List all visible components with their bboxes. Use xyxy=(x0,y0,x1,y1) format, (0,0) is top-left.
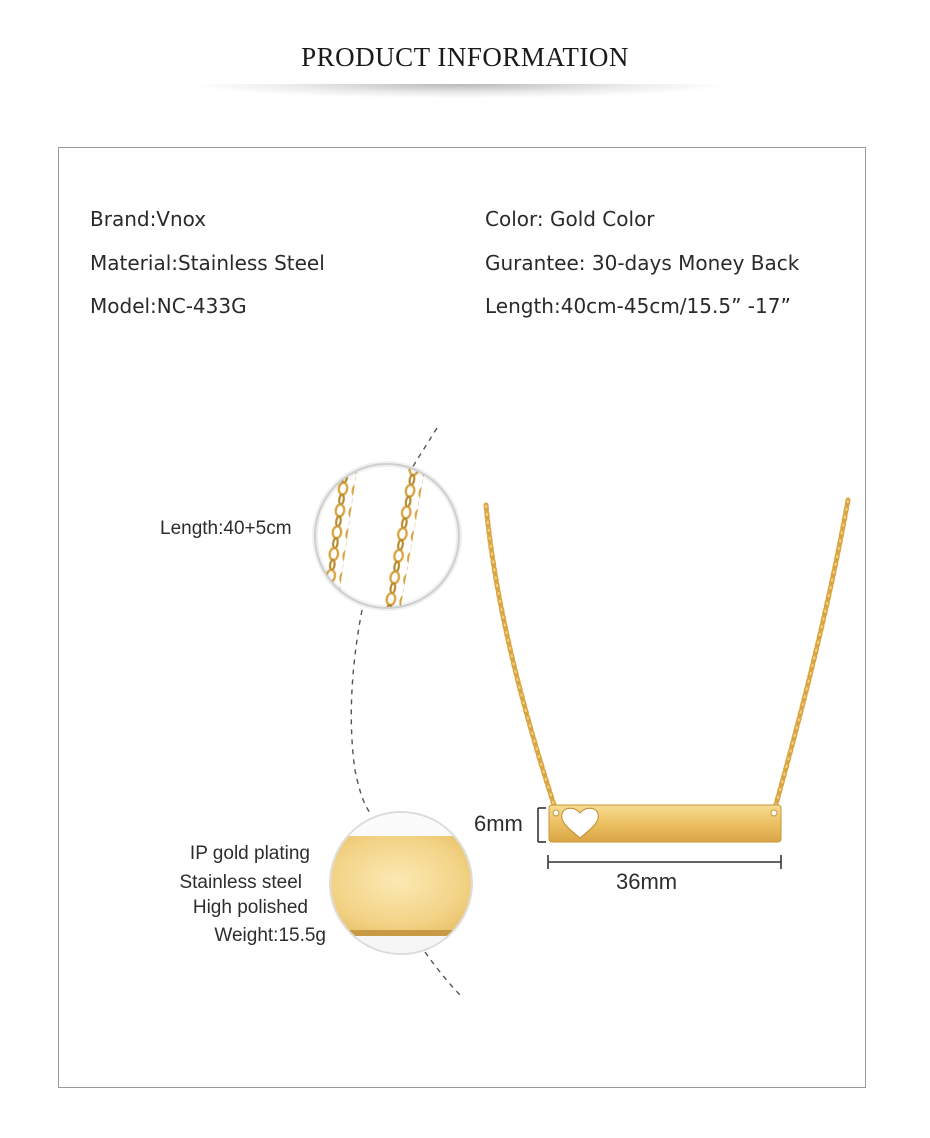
plating-detail-circle xyxy=(330,810,480,956)
callout-stainless-steel: Stainless steel xyxy=(179,872,302,893)
spec-guarantee: Gurantee: 30-days Money Back xyxy=(485,251,800,275)
chain-detail-circle xyxy=(315,460,459,623)
dimension-height-marker xyxy=(538,808,546,842)
necklace-chain-left xyxy=(486,505,555,808)
callout-chain-length: Length:40+5cm xyxy=(160,518,292,539)
callout-weight: Weight:15.5g xyxy=(214,925,326,946)
necklace-chain-left-highlight xyxy=(486,505,555,808)
dimension-width-label: 36mm xyxy=(616,869,678,894)
callout-high-polished: High polished xyxy=(192,897,308,918)
dimension-width-marker xyxy=(548,855,781,869)
bar-pendant xyxy=(549,805,781,842)
spec-brand: Brand:Vnox xyxy=(90,207,207,231)
connector-top-line xyxy=(412,428,437,468)
connector-middle-line xyxy=(351,610,372,815)
spec-color: Color: Gold Color xyxy=(485,207,655,231)
necklace-chain-right xyxy=(775,500,848,808)
callout-plating: IP gold plating xyxy=(189,843,310,864)
spec-model: Model:NC-433G xyxy=(90,294,247,318)
connector-bottom-line xyxy=(425,952,463,998)
dimension-height-label: 6mm xyxy=(474,811,523,836)
spec-material: Material:Stainless Steel xyxy=(90,251,325,275)
spec-length: Length:40cm-45cm/15.5” -17” xyxy=(485,294,791,318)
page-title: PRODUCT INFORMATION xyxy=(301,42,629,72)
